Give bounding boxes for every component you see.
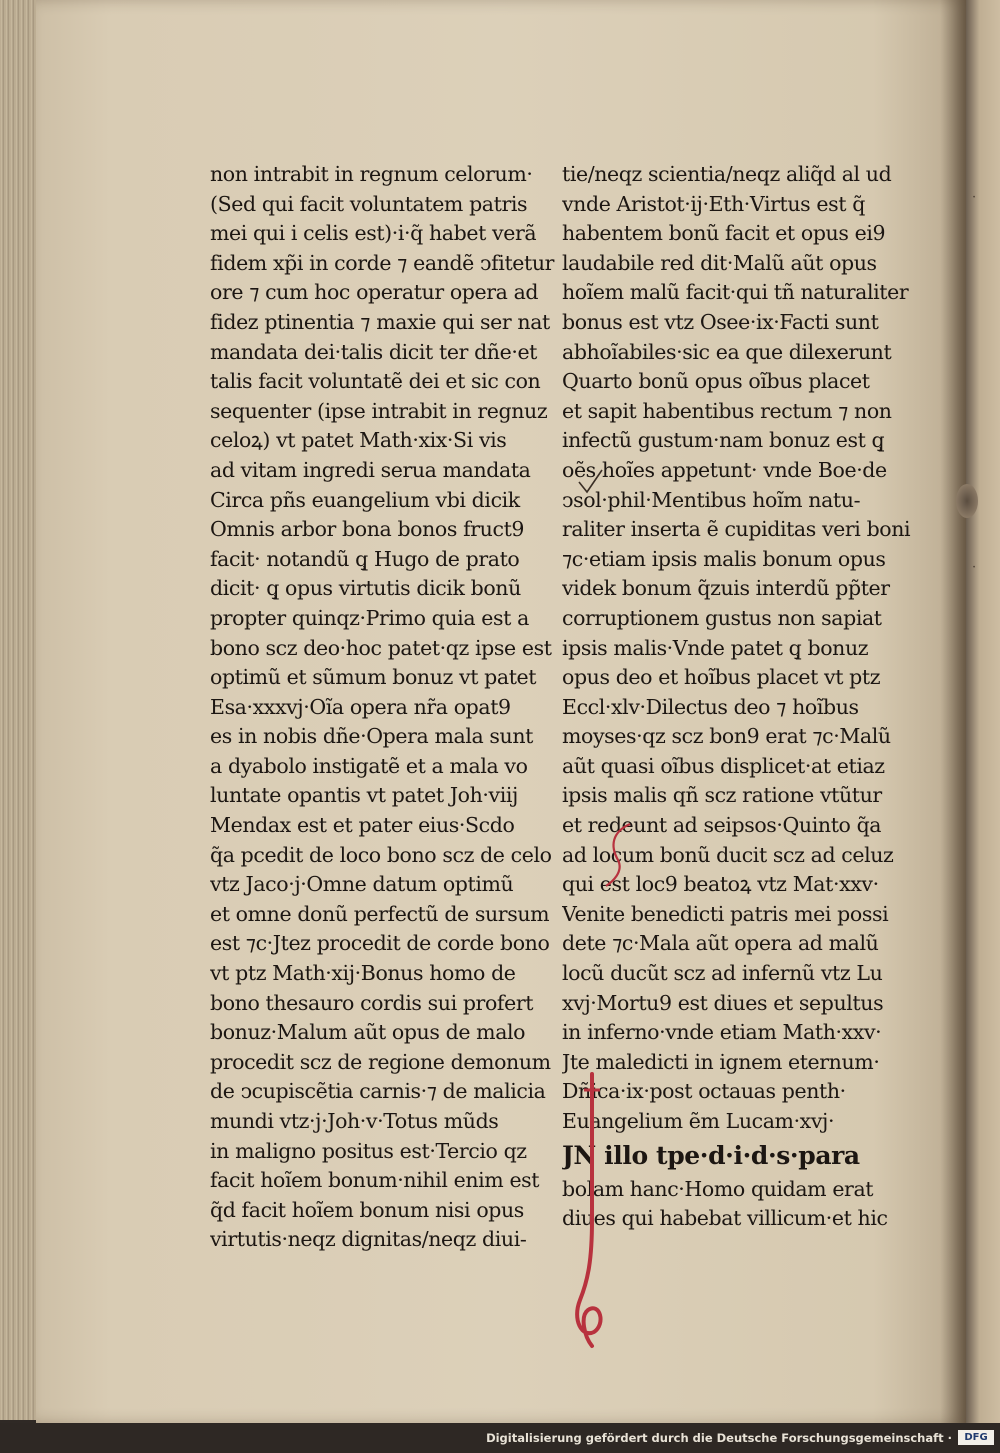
text-line: tie/neqz scientia/neqz aliq̃d al ud [562,162,892,186]
book-page-edges [0,0,40,1420]
text-line: ad locum bonũ ducit scz ad celuz [562,842,894,867]
rubric-bracket-mark [600,820,640,890]
text-line: Dñica·ix·post octauas penth· [562,1079,846,1104]
text-line: et omne donũ perfectũ de sursum [210,901,550,926]
text-line: hoĩem malũ facit·qui tñ naturaliter [562,280,909,305]
text-line: non intrabit in regnum celorum· [210,162,533,186]
text-line: Euangelium ẽm Lucam·xvj· [562,1109,835,1133]
text-line: sequenter (ipse intrabit in regnuz [210,398,548,423]
text-line: vnde Aristot·ij·Eth·Virtus est q̃ [562,191,865,216]
text-line: diues qui habebat villicum·et hic [562,1206,888,1231]
text-line: Circa pñs euangelium vbi dicik [210,487,520,512]
text-line: videk bonum q̃zuis interdũ pp̃ter [562,576,890,601]
text-line: qui est loc9 beatoꝝ vtz Mat·xxv· [562,872,879,897]
dfg-logo: DFG [958,1430,994,1445]
text-line: ore ⁊ cum hoc operatur opera ad [210,280,539,305]
text-line: in maligno positus est·Tercio qz [210,1138,527,1163]
text-line: ipsis malis qñ scz ratione vtũtur [562,783,882,808]
text-line: bonus est vtz Osee·ix·Facti sunt [562,309,879,334]
text-line: virtutis·neqz dignitas/neqz diui- [210,1227,527,1252]
text-line: habentem bonũ facit et opus ei9 [562,221,886,246]
text-line: locũ ducũt scz ad infernũ vtz Lu [562,961,883,986]
facing-page-edge [966,0,1000,1423]
text-line: in inferno·vnde etiam Math·xxv· [562,1020,882,1045]
text-line: a dyabolo instigatẽ et a mala vo [210,753,528,778]
text-line: Quarto bonũ opus oĩbus placet [562,369,870,394]
text-line: corruptionem gustus non sapiat [562,605,882,630]
text-line: ↄsol·phil·Mentibus hoĩm natu- [562,487,861,512]
gospel-incipit-line: JN illo tpe·d·i·d·s·para [562,1140,860,1170]
text-line: mandata dei·talis dicit ter dñe·et [210,339,538,364]
text-line: ad vitam ingredi serua mandata [210,457,531,482]
text-line: Mendax est et pater eius·Scdo [210,813,515,838]
text-line: Jte maledicti in ignem eternum· [562,1049,880,1074]
text-line: Eccl·xlv·Dilectus deo ⁊ hoĩbus [562,694,859,719]
text-line: fidem xp̃i in corde ⁊ eandẽ ↄfitetur [210,250,555,275]
text-line: celoꝝ) vt patet Math·xix·Si vis [210,428,507,453]
text-line: mei qui i celis est)·i·q̃ habet verã [210,221,537,246]
text-line: Omnis arbor bona bonos fruct9 [210,517,525,542]
facing-page-glyph: · [972,190,977,205]
text-line: talis facit voluntatẽ dei et sic con [210,369,541,394]
marginal-tick-mark [575,468,605,498]
ink-blot [956,484,978,518]
text-line: mundi vtz·j·Joh·v·Totus mũds [210,1109,499,1133]
text-line: vt ptz Math·xij·Bonus homo de [210,961,516,986]
text-line: propter quinqz·Primo quia est a [210,605,529,630]
text-line: Venite benedicti patris mei possi [562,901,889,926]
text-line: abhoĩabiles·sic ea que dilexerunt [562,339,892,364]
rubric-initial-flourish [562,1070,622,1350]
text-line: luntate opantis vt patet Joh·viij [210,783,518,808]
text-line: bolam hanc·Homo quidam erat [562,1176,874,1201]
text-line: ⁊c·etiam ipsis malis bonum opus [562,546,886,571]
text-line: opus deo et hoĩbus placet vt ptz [562,665,881,690]
text-line: q̃a pcedit de loco bono scz de celo [210,842,552,867]
text-line: dete ⁊c·Mala aũt opera ad malũ [562,931,879,956]
text-line: (Sed qui facit voluntatem patris [210,191,528,216]
text-line: xvj·Mortu9 est diues et sepultus [562,990,884,1015]
text-line: et redeunt ad seipsos·Quinto q̃a [562,813,882,838]
text-line: q̃d facit hoĩem bonum nisi opus [210,1197,524,1222]
footer-credit-text: Digitalisierung gefördert durch die Deutsche Forschungsgemeinschaft · [486,1431,952,1445]
text-line: bono thesauro cordis sui profert [210,990,534,1015]
text-line: bonuz·Malum aũt opus de malo [210,1020,526,1045]
text-line: moyses·qz scz bon9 erat ⁊c·Malũ [562,724,891,749]
facing-page-glyph: · [972,560,977,575]
text-line: oẽs hoĩes appetunt· vnde Boe·de [562,457,887,482]
text-line: Esa·xxxvj·Oĩa opera nr̃a opat9 [210,694,511,719]
text-line: laudabile red dit·Malũ aũt opus [562,250,877,275]
text-line: optimũ et sũmum bonuz vt patet [210,665,537,690]
text-line: de ↄcupiscẽtia carnis·⁊ de malicia [210,1079,546,1104]
text-line: aũt quasi oĩbus displicet·at etiaz [562,753,885,778]
text-line: fidez ptinentia ⁊ maxie qui ser nat [210,309,550,334]
text-line: es in nobis dñe·Opera mala sunt [210,724,533,749]
text-column-left [210,160,580,1255]
text-line: et sapit habentibus rectum ⁊ non [562,398,892,423]
text-line: vtz Jaco·j·Omne datum optimũ [210,872,514,897]
text-line: facit· notandũ q̧ Hugo de prato [210,546,520,571]
text-line: dicit· q̧ opus virtutis dicik bonũ [210,576,521,601]
text-line: bono scz deo·hoc patet·qz ipse est [210,635,552,660]
text-line: facit hoĩem bonum·nihil enim est [210,1168,540,1193]
text-line: infectũ gustum·nam bonuz est q̧ [562,428,885,453]
text-line: est ⁊c·Jtez procedit de corde bono [210,931,550,956]
spine-shadow [940,0,966,1423]
footer-bar [0,1423,1000,1453]
text-line: raliter inserta ẽ cupiditas veri boni [562,517,911,542]
text-line: procedit scz de regione demonum [210,1049,551,1074]
text-line: ipsis malis·Vnde patet q̧ bonuz [562,635,869,660]
